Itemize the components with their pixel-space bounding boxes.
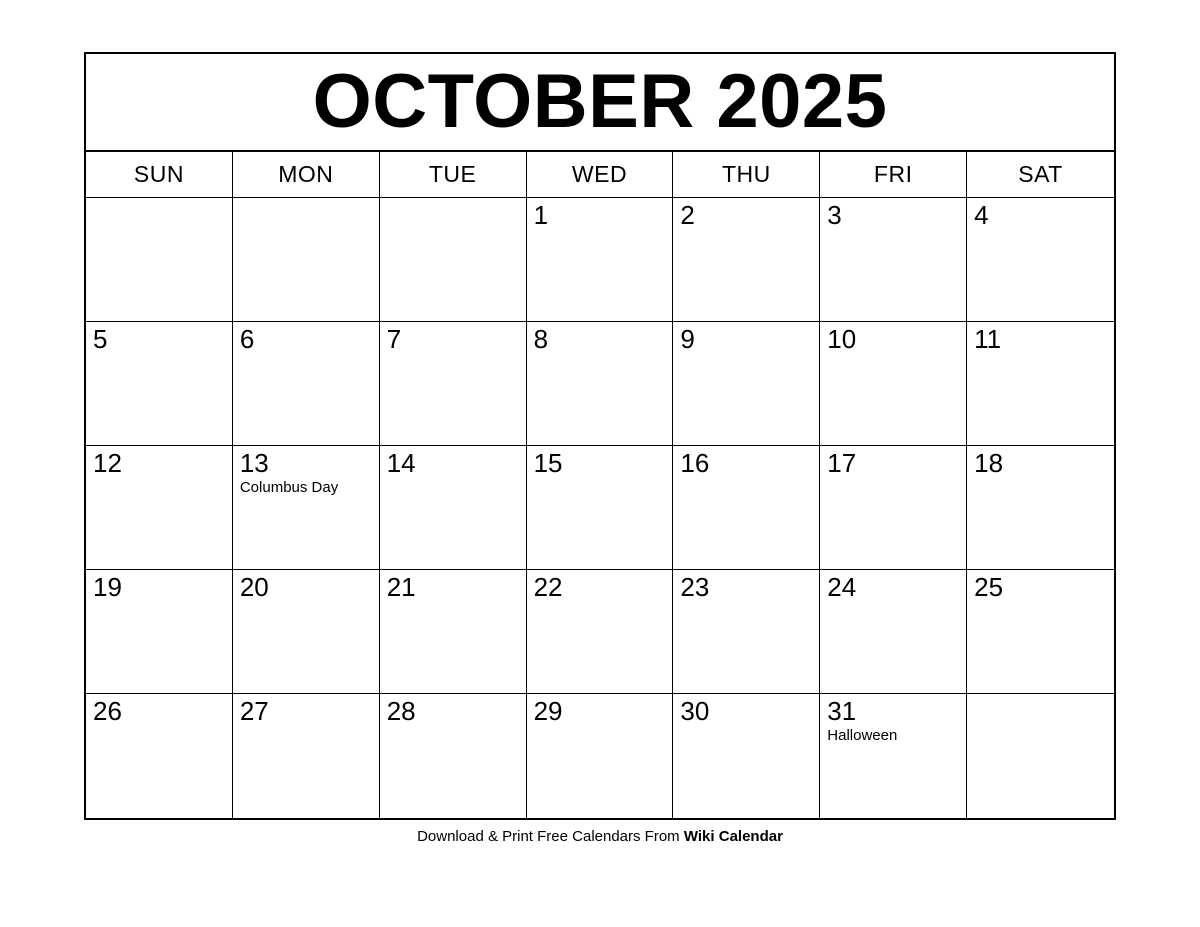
day-number [240,201,373,231]
day-number: 24 [827,572,857,602]
day-number: 12 [93,448,122,478]
day-cell-19 [86,570,233,694]
dow-header-sat: SAT [1018,161,1063,187]
day-cell-21 [380,570,527,694]
day-number: 8 [533,324,549,354]
day-number: 10 [827,324,857,354]
day-cell-23 [673,570,820,694]
day-number [387,201,520,231]
day-cell-5 [86,322,233,446]
calendar [84,52,1116,820]
day-cell-8 [527,322,674,446]
day-cell-9 [673,322,820,446]
day-number: 18 [974,448,1004,478]
day-number: 5 [93,324,108,354]
dow-header-fri: FRI [820,152,967,197]
day-number: 20 [239,572,269,602]
day-cell-2 [673,198,820,322]
day-cell-26 [86,694,233,818]
day-number: 23 [680,572,710,602]
dow-header-tue: TUE [380,152,527,197]
calendar-title-row [86,54,1114,152]
day-cell-empty [86,198,233,322]
dow-header-sun: SUN [86,152,233,197]
dow-row [86,152,1114,198]
day-cell-13 [233,446,380,570]
day-cell-14 [380,446,527,570]
day-number [93,201,226,231]
day-cell-7 [380,322,527,446]
day-number: 21 [386,572,416,602]
day-number: 13 [239,448,269,478]
day-cell-4 [967,198,1114,322]
day-cell-empty [233,198,380,322]
day-number: 6 [239,324,255,354]
day-cell-15 [527,446,674,570]
day-cell-22 [527,570,674,694]
footer-text: Download & Print Free Calendars From [417,828,684,845]
day-number: 19 [93,572,122,602]
week-row [86,322,1114,446]
day-cell-27 [233,694,380,818]
week-row [86,446,1114,570]
day-number [974,697,1108,727]
day-number: 14 [386,448,416,478]
day-number: 31 [827,696,857,726]
day-number: 2 [680,200,695,230]
weeks-grid [86,198,1114,818]
day-number: 11 [974,324,1002,354]
week-row [86,570,1114,694]
day-event-label: Columbus Day [239,479,339,496]
day-number: 27 [239,696,269,726]
day-number: 1 [533,200,549,230]
day-number: 7 [386,324,402,354]
day-cell-18 [967,446,1114,570]
day-number: 28 [386,696,416,726]
dow-header-thu: THU [673,152,820,197]
week-row [86,694,1114,818]
day-cell-25 [967,570,1114,694]
day-number: 3 [827,200,842,230]
day-number: 26 [93,696,122,726]
day-number: 25 [974,572,1004,602]
day-cell-20 [233,570,380,694]
day-cell-1 [527,198,674,322]
day-cell-11 [967,322,1114,446]
day-number: 4 [974,200,989,230]
day-cell-empty [380,198,527,322]
day-cell-6 [233,322,380,446]
day-number: 29 [533,696,563,726]
day-cell-10 [820,322,967,446]
day-cell-17 [820,446,967,570]
day-cell-24 [820,570,967,694]
day-cell-empty [967,694,1114,818]
day-cell-28 [380,694,527,818]
day-cell-3 [820,198,967,322]
calendar-month-title: OCTOBER 2025 [312,59,888,144]
day-cell-29 [527,694,674,818]
day-number: 15 [533,448,563,478]
day-number: 30 [680,696,710,726]
day-number: 9 [680,324,695,354]
day-cell-30 [673,694,820,818]
dow-header-mon: MON [233,152,380,197]
day-event-label: Halloween [827,727,898,744]
day-number: 22 [533,572,563,602]
week-row [86,198,1114,322]
day-number: 17 [827,448,857,478]
day-cell-16 [673,446,820,570]
dow-header-wed: WED [527,152,674,197]
day-cell-31 [820,694,967,818]
day-number: 16 [680,448,710,478]
footer-credit [84,828,1116,845]
footer-brand: Wiki Calendar [683,828,783,845]
day-cell-12 [86,446,233,570]
